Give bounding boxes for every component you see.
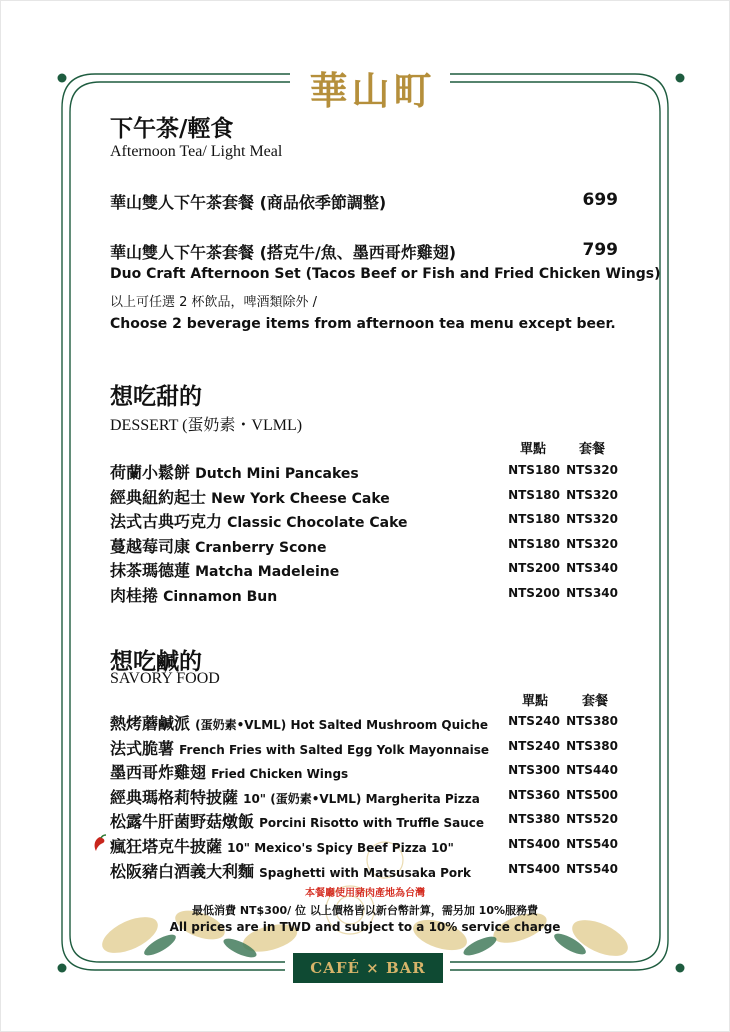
savory-name-zh: 熱烤蘑鹹派: [110, 714, 191, 733]
dessert-price-single: NTS180: [508, 463, 560, 477]
dessert-price-set: NTS320: [566, 463, 618, 477]
footer-brand-bar: CAFÉ × BAR: [293, 953, 443, 983]
savory-name-zh: 松露牛肝菌野菇燉飯: [110, 812, 255, 831]
dessert-row: [110, 534, 620, 556]
savory-col-single: 單點: [522, 694, 549, 709]
dessert-subtitle: DESSERT (蛋奶素・VLML): [110, 417, 303, 434]
savory-row: [110, 834, 620, 856]
dessert-name-en: Classic Chocolate Cake: [227, 515, 408, 531]
savory-subtitle: SAVORY FOOD: [110, 670, 220, 687]
dessert-price-set: NTS340: [566, 561, 618, 575]
savory-row: [110, 760, 620, 782]
savory-row: [110, 736, 620, 758]
afternoon-item1-name: 華山雙人下午茶套餐 (商品依季節調整): [110, 193, 387, 212]
savory-price-set: NTS500: [566, 788, 618, 802]
savory-row: [110, 859, 620, 881]
dessert-name-en: New York Cheese Cake: [211, 491, 390, 507]
savory-price-single: NTS400: [508, 862, 560, 876]
savory-name-en: (蛋奶素•VLML) Hot Salted Mushroom Quiche: [195, 718, 489, 732]
dessert-row: [110, 583, 620, 605]
savory-name-zh: 經典瑪格莉特披薩: [110, 788, 239, 807]
savory-row: [110, 711, 620, 733]
savory-price-single: NTS400: [508, 837, 560, 851]
savory-row: [110, 809, 620, 831]
savory-price-set: NTS540: [566, 862, 618, 876]
dessert-price-set: NTS320: [566, 537, 618, 551]
dessert-title: 想吃甜的: [110, 383, 202, 410]
dessert-row: [110, 558, 620, 580]
savory-price-single: NTS380: [508, 812, 560, 826]
savory-name-zh: 墨西哥炸雞翅: [110, 763, 207, 782]
afternoon-subtitle: Afternoon Tea/ Light Meal: [110, 143, 283, 160]
savory-name-en: Fried Chicken Wings: [211, 767, 349, 781]
dessert-name-zh: 荷蘭小鬆餅: [110, 463, 191, 482]
dessert-price-single: NTS180: [508, 537, 560, 551]
dessert-name-en: Dutch Mini Pancakes: [195, 466, 359, 482]
savory-name-en: 10" Mexico's Spicy Beef Pizza 10": [227, 841, 454, 855]
savory-name-en: Porcini Risotto with Truffle Sauce: [259, 816, 484, 830]
savory-name-zh: 瘋狂塔克牛披薩: [110, 837, 223, 856]
dessert-price-single: NTS180: [508, 512, 560, 526]
savory-price-single: NTS240: [508, 714, 560, 728]
savory-price-single: NTS240: [508, 739, 560, 753]
afternoon-title: 下午茶/輕食: [110, 115, 234, 142]
afternoon-note-zh: 以上可任選 2 杯飲品，啤酒類除外 /: [110, 295, 318, 310]
afternoon-item2-price: 799: [582, 240, 618, 260]
dessert-name-zh: 肉桂捲: [110, 586, 159, 605]
brand-logo: 華山町: [309, 68, 436, 113]
dessert-row: [110, 460, 620, 482]
afternoon-item1-price: 699: [582, 190, 618, 210]
dessert-col-single: 單點: [520, 442, 547, 457]
dessert-name-zh: 抹茶瑪德蓮: [110, 561, 191, 580]
dessert-col-set: 套餐: [579, 442, 606, 457]
savory-title: 想吃鹹的: [110, 648, 202, 675]
dessert-price-set: NTS320: [566, 488, 618, 502]
dessert-price-set: NTS320: [566, 512, 618, 526]
savory-name-en: 10" (蛋奶素•VLML) Margherita Pizza: [243, 792, 480, 806]
savory-name-zh: 松阪豬白酒義大利麵: [110, 862, 255, 881]
dessert-name-zh: 經典紐約起士: [110, 488, 207, 507]
dessert-name-en: Matcha Madeleine: [195, 564, 340, 580]
dessert-price-set: NTS340: [566, 586, 618, 600]
dessert-price-single: NTS180: [508, 488, 560, 502]
dessert-price-single: NTS200: [508, 561, 560, 575]
dessert-name-en: Cinnamon Bun: [163, 589, 278, 605]
savory-row: [110, 785, 620, 807]
afternoon-note-en: Choose 2 beverage items from afternoon tea menu except beer.: [110, 316, 616, 332]
service-charge-note: All prices are in TWD and subject to a 10% service charge: [169, 920, 561, 934]
afternoon-item2-name: 華山雙人下午茶套餐 (搭克牛/魚、墨西哥炸雞翅): [110, 243, 457, 262]
savory-name-en: French Fries with Salted Egg Yolk Mayonnaise: [179, 743, 490, 757]
dessert-row: [110, 485, 620, 507]
savory-price-set: NTS440: [566, 763, 618, 777]
dessert-price-single: NTS200: [508, 586, 560, 600]
savory-price-single: NTS300: [508, 763, 560, 777]
pork-origin-note: 本餐廳使用豬肉產地為台灣: [305, 888, 425, 899]
dessert-row: [110, 509, 620, 531]
savory-price-single: NTS360: [508, 788, 560, 802]
savory-name-en: Spaghetti with Matsusaka Pork: [259, 866, 472, 880]
minimum-charge-note: 最低消費 NT$300/ 位 以上價格皆以新台幣計算，需另加 10%服務費: [192, 904, 538, 917]
savory-price-set: NTS380: [566, 714, 618, 728]
savory-price-set: NTS380: [566, 739, 618, 753]
savory-price-set: NTS540: [566, 837, 618, 851]
dessert-name-zh: 法式古典巧克力: [110, 512, 223, 531]
dessert-name-zh: 蔓越莓司康: [110, 537, 191, 556]
dessert-name-en: Cranberry Scone: [195, 540, 327, 556]
savory-name-zh: 法式脆薯: [110, 739, 175, 758]
chili-icon: [91, 834, 109, 854]
afternoon-item2-en: Duo Craft Afternoon Set (Tacos Beef or Fish and Fried Chicken Wings): [110, 266, 661, 282]
savory-col-set: 套餐: [582, 694, 609, 709]
savory-price-set: NTS520: [566, 812, 618, 826]
